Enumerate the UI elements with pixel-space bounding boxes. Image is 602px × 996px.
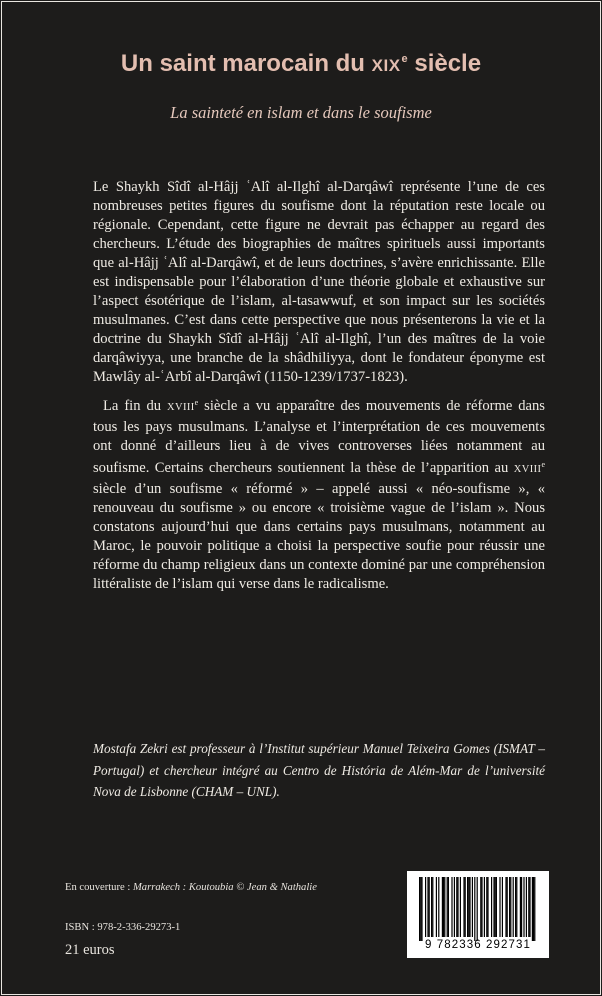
title-before: Un saint marocain du xyxy=(120,50,372,77)
blurb-paragraph-2 xyxy=(93,394,545,594)
title-after: siècle xyxy=(407,50,482,77)
title-century-sup: e xyxy=(401,53,408,65)
p2-century-1: XVIII xyxy=(167,402,195,414)
author-note: Mostafa Zekri est professeur à l’Institut supérieur Manuel Teixeira Gomes (ISMAT – Portugal) et chercheur intégré au Centro de História de Além-Mar de l’université Nova de Lisbonne (CHAM – UNL). xyxy=(93,741,545,799)
p2-century-2: XVIII xyxy=(513,464,542,476)
p2-sup-2: e xyxy=(541,460,545,470)
book-subtitle: La sainteté en islam et dans le soufisme xyxy=(170,103,432,122)
price: 21 euros xyxy=(65,942,115,958)
isbn: ISBN : 978-2-336-29273-1 xyxy=(65,922,181,933)
barcode xyxy=(407,871,549,958)
barcode-bars xyxy=(407,871,549,941)
barcode-digits: 9 782336 292731 xyxy=(424,939,532,951)
blurb-paragraph-1: Le Shaykh Sîdî al-Hâjj ʿAlî al-Ilghî al-Darqâwî représente l’une de ces nombreuses petites figures du soufisme dont la réputation reste locale ou régionale. Cependant, cette figure ne devrait pas échapper au regard des chercheurs. L’étude des biographies de maîtres spirituels aussi importants que al-Hâjj ʿAlî al-Darqâwî, et de leurs doctrines, s’avère enrichissante. Elle est indispensable pour l’élaboration d’une théorie globale et exhaustive sur l’aspect ésotérique de l’islam, al-tasawwuf, et son impact sur les sociétés musulmanes. C’est dans cette perspective que nous présenterons la vie et la doctrine du Shaykh Sîdî al-Hâjj ʿAlî al-Ilghî, l’un des maîtres de la voie darqâwiyya, une branche de la shâdhiliyya, dont le fondateur éponyme est Mawlây al-ʿArbî al-Darqâwî (1150-1239/1737-1823). xyxy=(93,179,545,385)
p2-part-a: La fin du xyxy=(103,398,167,415)
credit-value: Marrakech : Koutoubia © Jean & Nathalie xyxy=(132,882,317,893)
blurb xyxy=(93,178,545,594)
cover-credit xyxy=(65,882,317,893)
p2-sup-1: e xyxy=(194,398,199,408)
p2-part-c: siècle d’un soufisme « réformé » – appelé aussi « néo-soufisme », « renouveau du soufisme » ou encore « troisième vague de l’islam ». Nous constatons aujourd’hui que dans certains pays musulmans, notamment au Maroc, le pouvoir politique a choisi la perspective soufie pour réussir une réforme du champ religieux dans un contexte dominé par une compréhension littéraliste de l’islam qui verse dans le radicalisme. xyxy=(93,481,545,593)
credit-label: En couverture : xyxy=(65,882,133,893)
title-century: XIX xyxy=(371,56,401,75)
book-title xyxy=(0,50,602,78)
p2-part-b: siècle a vu apparaître des mouvements de réforme dans tous les pays musulmans. L’analyse et l’interprétation de ces mouvements ont donné d’ailleurs lieu à de vives controverses liées notamment au soufisme. Certains chercheurs soutiennent la thèse de l’apparition au xyxy=(93,398,545,477)
